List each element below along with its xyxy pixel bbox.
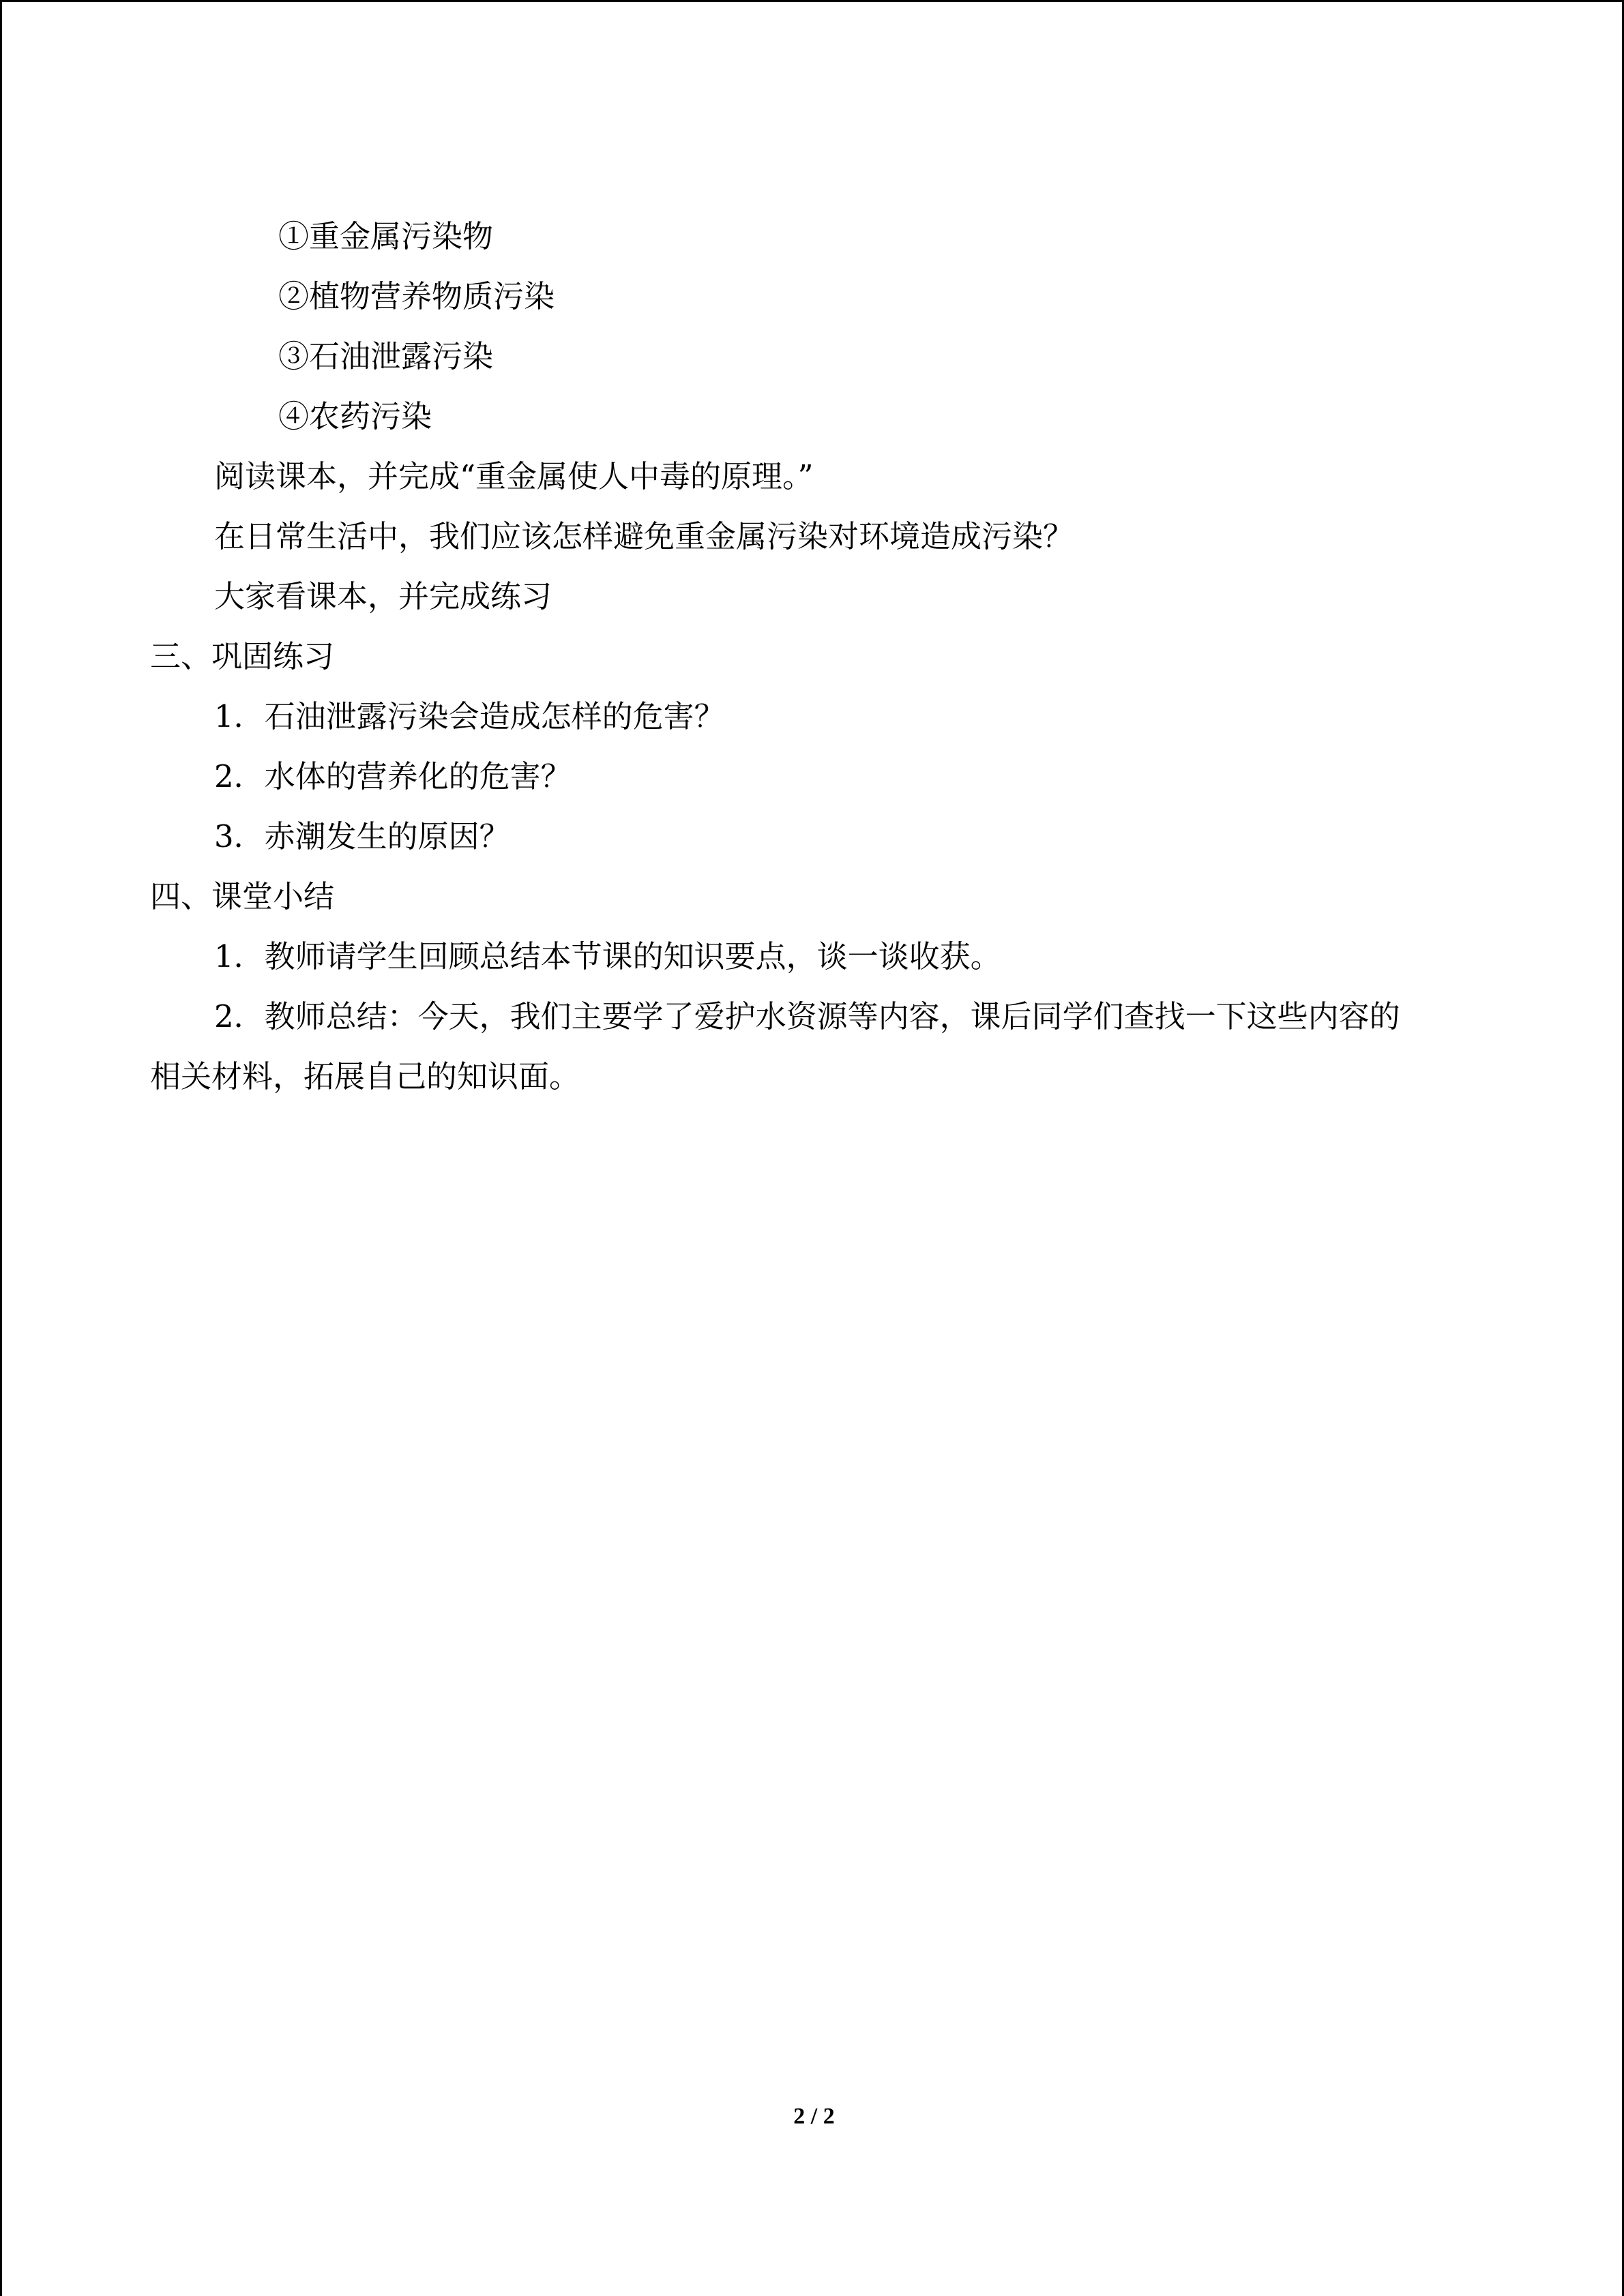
practice-item-2: 2．水体的营养化的危害？ — [214, 758, 572, 794]
practice-item-1: 1．石油泄露污染会造成怎样的危害？ — [214, 698, 725, 734]
list-item-pesticide: ④农药污染 — [278, 398, 432, 434]
paragraph-daily-life-question: 在日常生活中，我们应该怎样避免重金属污染对环境造成污染？ — [214, 518, 1074, 554]
summary-item-2-continued: 相关材料，拓展自己的知识面。 — [150, 1058, 580, 1094]
section-heading-summary: 四、课堂小结 — [150, 878, 335, 914]
practice-item-3: 3．赤潮发生的原因？ — [214, 818, 510, 854]
paragraph-complete-exercise: 大家看课本，并完成练习 — [214, 578, 552, 614]
list-item-plant-nutrients: ②植物营养物质污染 — [278, 278, 555, 314]
list-item-oil-spill: ③石油泄露污染 — [278, 338, 494, 374]
list-item-heavy-metal: ①重金属污染物 — [278, 218, 494, 254]
paragraph-read-textbook: 阅读课本，并完成“重金属使人中毒的原理。” — [214, 458, 814, 494]
summary-item-2: 2．教师总结：今天，我们主要学了爱护水资源等内容，课后同学们查找一下这些内容的 — [214, 998, 1400, 1034]
section-heading-practice: 三、巩固练习 — [150, 638, 335, 674]
document-body — [150, 207, 1483, 1107]
page-number: 2 / 2 — [793, 2104, 835, 2129]
summary-item-1: 1．教师请学生回顾总结本节课的知识要点，谈一谈收获。 — [214, 938, 1001, 974]
